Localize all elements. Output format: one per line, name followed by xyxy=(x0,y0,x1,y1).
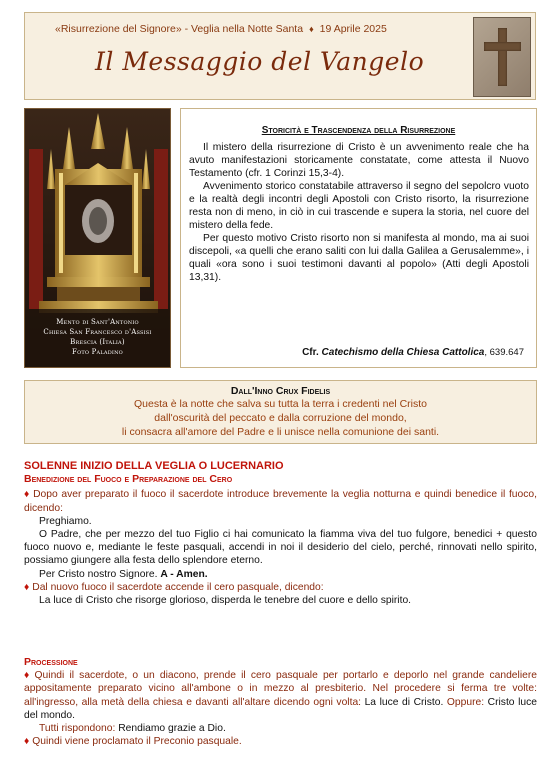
caption-line: Brescia (Italia) xyxy=(70,338,125,346)
history-paragraph: Avvenimento storico constatabile attraverso il segno del sepolcro vuoto e la realtà degli incontri degli Apostoli con Cristo risorto, la risurrezione resta non di meno, in ciò in cui trascende e supera la storia, nel cuore del mistero della fede. xyxy=(189,181,529,231)
acclamation: La luce di Cristo. xyxy=(364,696,444,708)
header-banner xyxy=(24,12,536,100)
history-heading: Storicità e Trascendenza della Risurrezione xyxy=(261,125,456,136)
preconio-rubric xyxy=(24,735,537,748)
procession-section xyxy=(24,656,537,748)
rubric-oppure: Oppure: xyxy=(446,696,485,708)
acclamation-alt: Cristo luce del mondo. xyxy=(24,696,537,721)
ref-prefix: Cfr. xyxy=(302,347,322,358)
history-body xyxy=(189,141,529,284)
header-date: 19 Aprile 2025 xyxy=(319,23,387,35)
procession-rubric xyxy=(24,669,537,722)
conclusion-text: Per Cristo nostro Signore. xyxy=(39,568,158,580)
fire-prayer: O Padre, che per mezzo del tuo Figlio ci hai comunicato la fiamma viva del tuo fulgore, benedici + questo fuoco nuovo e, mediante le feste pasquali, accendi in noi il desiderio del cielo, perché, rinnovati nello spirito, possiamo giungere alla festa dello splendore eterno. xyxy=(24,529,537,567)
procession-title: Processione xyxy=(24,656,78,668)
liturgy-name: «Risurrezione del Signore» - Veglia nella Notte Santa xyxy=(55,23,304,35)
cross-icon xyxy=(473,17,531,97)
response-text: Rendiamo grazie a Dio. xyxy=(118,723,226,735)
history-section xyxy=(180,108,537,368)
history-paragraph: Il mistero della risurrezione di Cristo è un avvenimento reale che ha avuto manifestazioni storicamente constatate, come attesta il Nuovo Testamento (cfr. 1 Corinzi 15,3-4). xyxy=(189,142,529,179)
response-label: Tutti rispondono: xyxy=(39,723,116,735)
cross-vertical-beam xyxy=(498,28,507,86)
response-line xyxy=(24,722,537,735)
pray-line: Preghiamo. xyxy=(39,515,92,527)
vigil-section xyxy=(24,460,537,607)
diamond-icon: ♦ xyxy=(309,24,314,34)
rubric-text: Dal nuovo fuoco il sacerdote accende il cero pasquale, dicendo: xyxy=(32,581,324,593)
photo-caption xyxy=(25,309,170,367)
diamond-icon: ♦ xyxy=(24,736,30,748)
diamond-icon: ♦ xyxy=(24,670,32,682)
candle-rubric xyxy=(24,581,537,594)
prayer-conclusion xyxy=(24,568,537,581)
hymn-line: dall'oscurità del peccato e dalla corruzione del mondo, xyxy=(154,412,407,424)
page-title: Il Messaggio del Vangelo xyxy=(95,47,425,76)
hymn-line: li consacra all'amore del Padre e li unisce nella comunione dei santi. xyxy=(121,426,440,438)
cross-horizontal-beam xyxy=(484,42,521,51)
hymn-box xyxy=(24,380,537,444)
reliquary-photo xyxy=(24,108,171,368)
vigil-rubric xyxy=(24,488,537,514)
vigil-subtitle: Benedizione del Fuoco e Preparazione del Cero xyxy=(24,473,233,486)
vigil-title: SOLENNE INIZIO DELLA VEGLIA O LUCERNARIO xyxy=(24,460,284,472)
history-paragraph: Per questo motivo Cristo risorto non si manifesta al mondo, ma ai suoi discepoli, «a quelli che erano saliti con lui dalla Galilea a Gerusalemme», i quali «ora sono i suoi testimoni davanti al popolo» (Atti degli Apostoli 13,31). xyxy=(189,233,529,283)
rubric-text: Quindi viene proclamato il Preconio pasquale. xyxy=(32,736,242,748)
diamond-icon: ♦ xyxy=(24,581,30,593)
caption-line: Mento di Sant'Antonio xyxy=(56,318,139,326)
amen-response: A - Amen. xyxy=(160,568,208,580)
hymn-title: Dall'Inno Crux Fidelis xyxy=(230,385,331,397)
caption-line: Foto Paladino xyxy=(72,348,123,356)
header-info xyxy=(55,23,455,35)
caption-line: Chiesa San Francesco d'Assisi xyxy=(43,328,152,336)
ref-number: , 639.647 xyxy=(484,347,524,358)
rubric-text: Dopo aver preparato il fuoco il sacerdote introduce brevemente la veglia notturna e quindi benedice il fuoco, dicendo: xyxy=(24,489,537,514)
hymn-line: Questa è la notte che salva su tutta la terra i credenti nel Cristo xyxy=(134,398,427,410)
rubric-text: Quindi il sacerdote, o un diacono, prende il cero pasquale per portarlo e deporlo nel grande candeliere appositamente preparato vicino all'ambone o in mezzo al presbiterio. Nel procedere si ferma tre volte: all'ingresso, alla metà della chiesa e davanti all'altare dicendo ogni volta: xyxy=(24,670,537,708)
diamond-icon: ♦ xyxy=(24,489,31,501)
catechism-reference xyxy=(302,347,524,358)
ref-title: Catechismo della Chiesa Cattolica xyxy=(321,347,485,358)
light-proclamation: La luce di Cristo che risorge glorioso, disperda le tenebre del cuore e dello spirito. xyxy=(39,595,412,607)
